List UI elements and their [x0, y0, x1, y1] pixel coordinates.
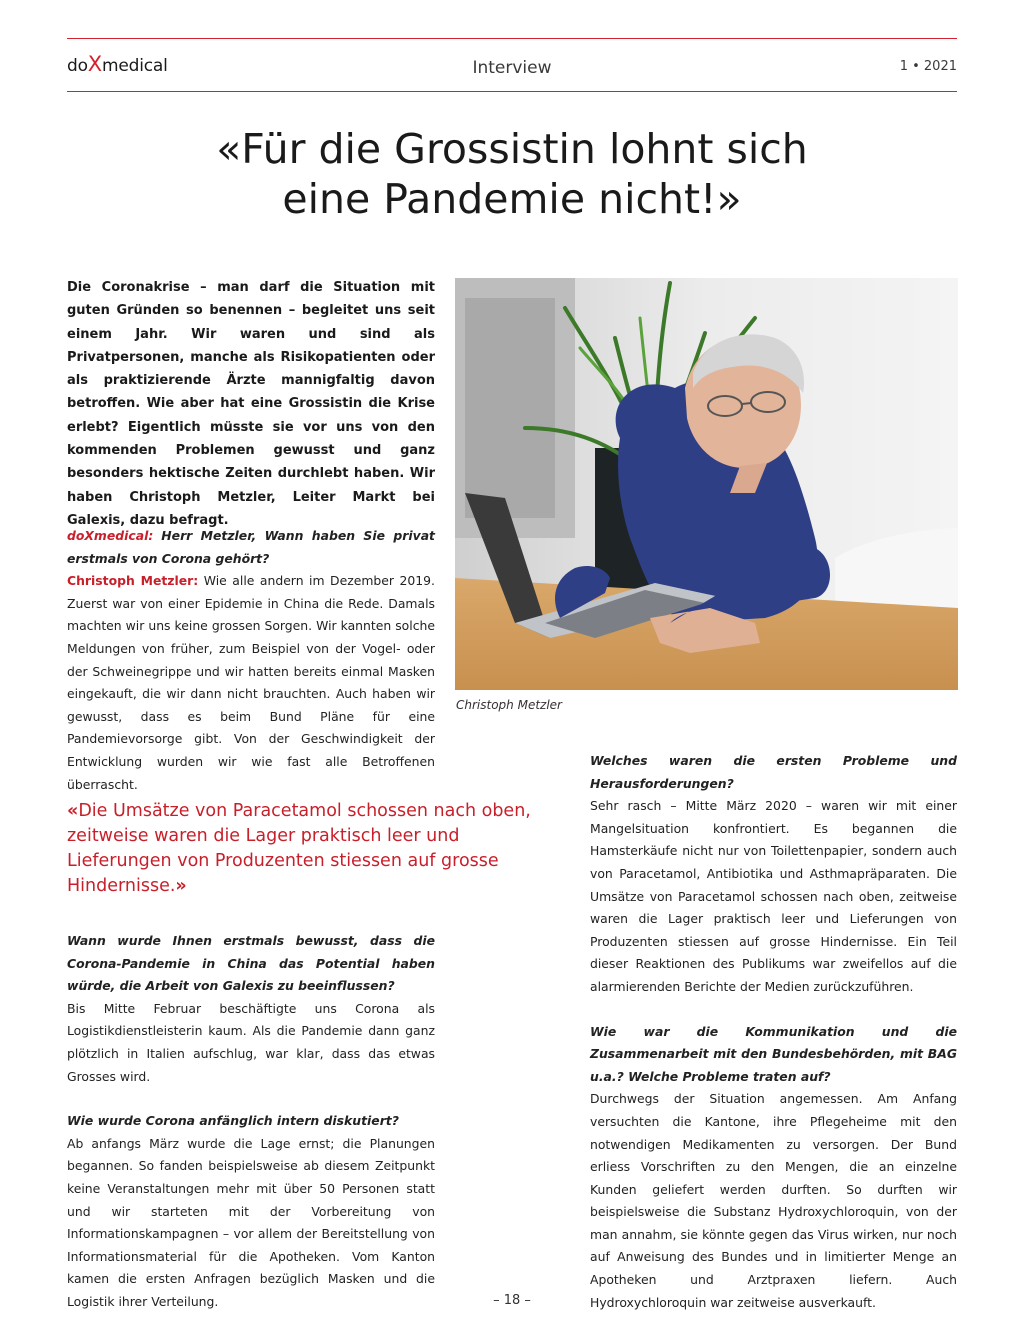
answer-4: Durchwegs der Situation angemessen. Am Anfang versuchten die Kantone, ihre Pflegeheime mit den notwendigen Medikamenten zu versorgen. Der Bund erliess Vorschriften zu den Mengen, die an einzelne Kunden geliefert werden durften. So durften wir beispielsweise die Substanz Hydroxychloroquin, von der man annahm, sie könnte gegen das Virus wirken, nur noch auf Anweisung des Bundes und in limitierter Menge an Apotheken und Arztpraxen liefern. Auch Hydroxychloroquin war zeitweise ausverkauft. [590, 1091, 957, 1310]
right-qa-block [590, 750, 957, 1314]
question-4: Wie war die Kommunikation und die Zusammenarbeit mit den Bundesbehörden, mit BAG u.a.? Welche Probleme traten auf? [590, 1023, 957, 1084]
pull-quote [67, 799, 537, 899]
question-3: Welches waren die ersten Probleme und Herausforderungen? [590, 753, 957, 791]
first-answer [67, 570, 435, 796]
first-question [67, 525, 435, 570]
answer-2: Ab anfangs März wurde die Lage ernst; die Planungen begannen. So fanden beispielsweise ab diesem Zeitpunkt keine Veranstaltungen mehr mit über 50 Personen statt und wir starteten mit der Vorbereitung von Informationskampagnen – vor allem der Bereitstellung von Informationsmaterial für die Apotheken. Vom Kanton kamen die ersten Anfragen bezüglich Masken und die Logistik ihrer Verteilung. [67, 1135, 435, 1309]
article-title [100, 124, 924, 224]
logo-part-left: do [67, 56, 88, 76]
title-line-1: «Für die Grossistin lohnt sich [216, 125, 808, 173]
logo-x-mark: X [87, 52, 102, 76]
photo-caption: Christoph Metzler [456, 698, 562, 712]
lead-paragraph: Die Coronakrise – man darf die Situation mit guten Gründen so benennen – begleitet uns seit einem Jahr. Wir waren und sind als Privatpersonen, manche als Risikopatienten oder als praktizierende Ärzte mannigfaltig davon betroffen. Wie aber hat eine Grossistin die Krise erlebt? Eigentlich müsste sie vor uns von den kommenden Problemen gewusst und ganz besonders hektische Zeiten durchlebt haben. Wir haben Christoph Metzler, Leiter Markt bei Galexis, dazu befragt. [67, 280, 435, 528]
portrait-photo [455, 278, 958, 690]
asker-label: doXmedical: [67, 528, 154, 543]
question-2: Wie wurde Corona anfänglich intern diskutiert? [67, 1113, 399, 1129]
answer-1: Bis Mitte Februar beschäftigte uns Corona als Logistikdienstleisterin kaum. Als die Pandemie dann ganz plötzlich in Italien aufschlug, war klar, dass das etwas Grosses wird. [67, 1000, 435, 1084]
left-qa-block [67, 930, 435, 1314]
quote-close-mark: » [175, 876, 187, 896]
answerer-label: Christoph Metzler: [67, 573, 199, 589]
section-label: Interview [472, 58, 552, 78]
header-top-rule [67, 38, 957, 39]
pull-quote-text: Die Umsätze von Paracetamol schossen nach oben, zeitweise waren die Lager praktisch leer und Lieferungen von Produzenten stiessen auf grosse Hindernisse. [67, 801, 531, 896]
title-line-2: eine Pandemie nicht!» [282, 175, 742, 223]
logo-part-right: medical [101, 56, 168, 76]
issue-number: 1 • 2021 [899, 59, 957, 74]
answer-3: Sehr rasch – Mitte März 2020 – waren wir mit einer Mangelsituation konfrontiert. Es begannen die Hamsterkäufe nicht nur von Toilettenpapier, sondern auch von Paracetamol, Antibiotika und Asthmapräparaten. Die Umsätze von Paracetamol schossen nach oben, zeitweise waren die Lager praktisch leer und Lieferungen von Produzenten stiessen auf grosse Hindernisse. Ein Teil dieser Reaktionen des Publikums war zweifellos auf die alarmierenden Berichte der Medien zurückzuführen. [590, 798, 957, 994]
first-question-text: Herr Metzler, Wann haben Sie privat erstmals von Corona gehört? [67, 528, 435, 566]
quote-open-mark: « [67, 801, 79, 821]
question-1: Wann wurde Ihnen erstmals bewusst, dass die Corona-Pandemie in China das Potential haben würde, die Arbeit von Galexis zu beeinflussen? [67, 933, 435, 994]
first-answer-text: Wie alle andern im Dezember 2019. Zuerst war von einer Epidemie in China die Rede. Damals machten wir uns keine grossen Sorgen. Wir kannten solche Meldungen von früher, zum Beispiel von der Vogel- oder der Schweinegrippe und wir hatten bereits einmal Masken eingekauft, die wir dann nicht brauchten. Auch haben wir gewusst, dass es beim Bund Pläne für eine Pandemievorsorge gibt. Von der Geschwindigkeit der Entwicklung wurden wir wie fast alle Betroffenen überrascht. [67, 573, 435, 792]
header-bottom-rule [67, 91, 957, 92]
page-number: – 18 – [493, 1293, 531, 1308]
interview-intro-block [67, 525, 435, 796]
